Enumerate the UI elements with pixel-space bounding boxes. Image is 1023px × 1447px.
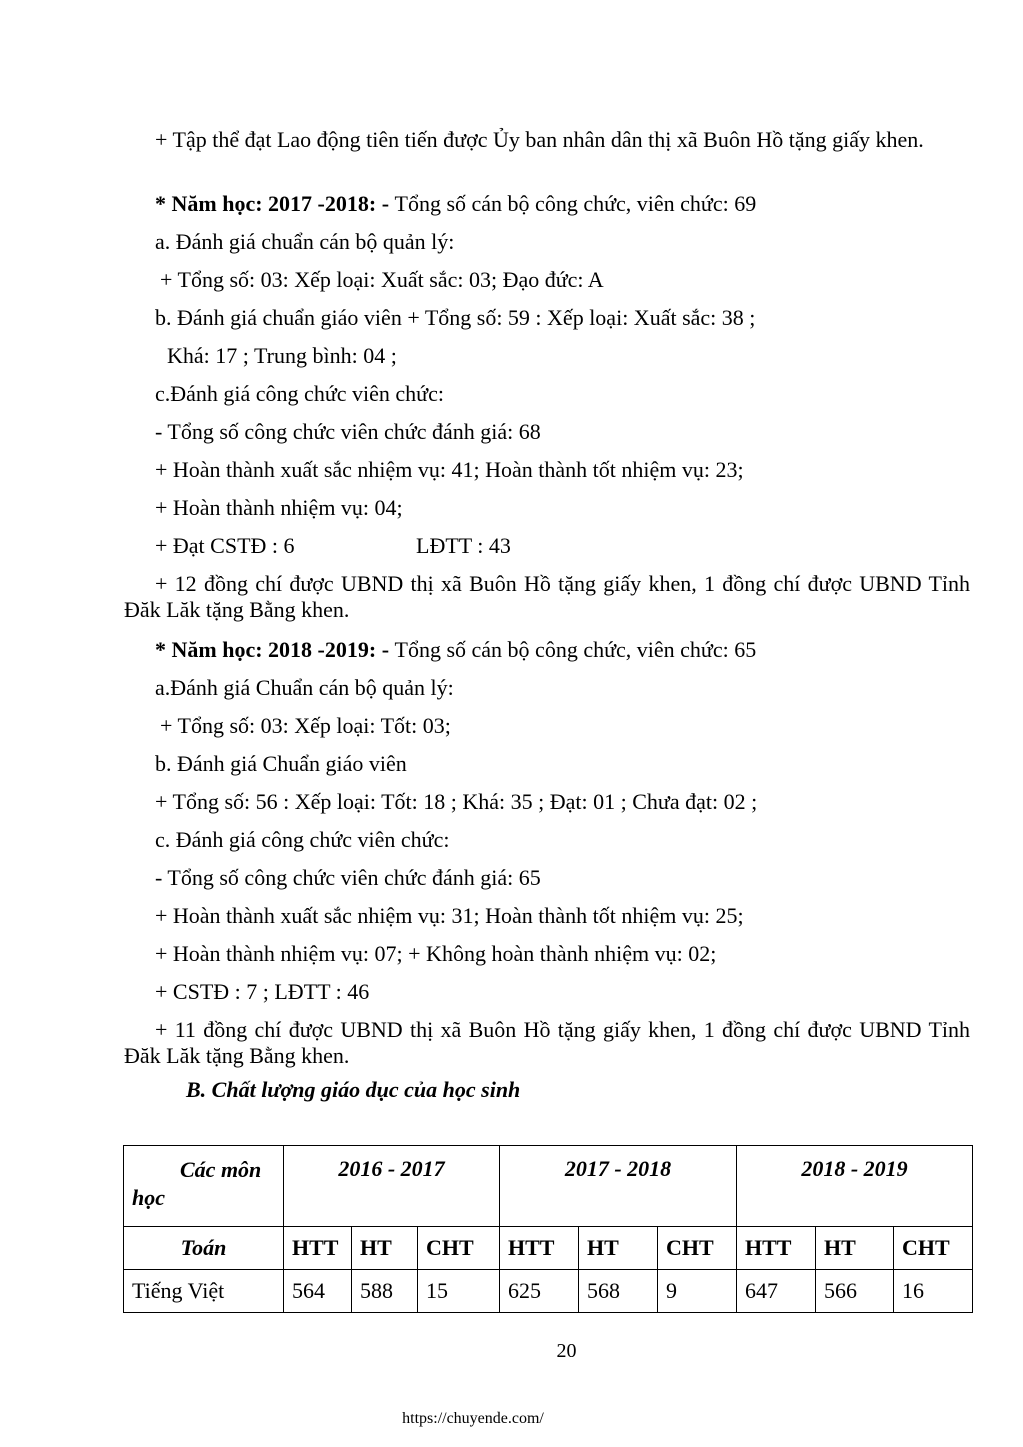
table-cell: 588 (352, 1270, 418, 1313)
table-cell: 568 (579, 1270, 658, 1313)
line-excellent: + Hoàn thành xuất sắc nhiệm vụ: 41; Hoàn thành tốt nhiệm vụ: 23; (155, 457, 744, 482)
line-civil-total: - Tổng số công chức viên chức đánh giá: 65 (155, 865, 541, 890)
line-manager-total: + Tổng số: 03: Xếp loại: Tốt: 03; (160, 713, 451, 738)
year-label: * Năm học: 2017 -2018: - (155, 191, 395, 216)
line-excellent: + Hoàn thành xuất sắc nhiệm vụ: 31; Hoàn thành tốt nhiệm vụ: 25; (155, 903, 744, 928)
table-cell: HTT (737, 1227, 816, 1270)
year-header: 2018 - 2019 (737, 1146, 973, 1227)
student-quality-table (123, 1145, 973, 1313)
line-manager-eval: a.Đánh giá Chuẩn cán bộ quản lý: (155, 675, 454, 700)
table-row (124, 1270, 973, 1313)
ldtt-value: LĐTT : 43 (416, 533, 511, 558)
table-row (124, 1227, 973, 1270)
table-cell: HT (352, 1227, 418, 1270)
table-cell: 647 (737, 1270, 816, 1313)
table-cell: 564 (284, 1270, 352, 1313)
year-label: * Năm học: 2018 -2019: - (155, 637, 395, 662)
line-completed: + Hoàn thành nhiệm vụ: 04; (155, 495, 403, 520)
table-cell: CHT (658, 1227, 737, 1270)
line-civil-total: - Tổng số công chức viên chức đánh giá: 68 (155, 419, 541, 444)
table-header-row (124, 1146, 973, 1227)
table-cell: CHT (894, 1227, 973, 1270)
paragraph-awards-2018: + 12 đồng chí được UBND thị xã Buôn Hồ tặng giấy khen, 1 đồng chí được UBND Tỉnh Đăk Lăk tặng Bằng khen. (124, 571, 970, 622)
table-cell: 15 (418, 1270, 500, 1313)
line-manager-eval: a. Đánh giá chuẩn cán bộ quản lý: (155, 229, 455, 254)
cstd-value: + Đạt CSTĐ : 6 (155, 533, 295, 558)
table-cell: HTT (284, 1227, 352, 1270)
paragraph-collective-award: + Tập thể đạt Lao động tiên tiến được Ủy ban nhân dân thị xã Buôn Hồ tặng giấy khen. (155, 127, 924, 152)
line-teacher-eval: b. Đánh giá Chuẩn giáo viên (155, 751, 407, 776)
line-manager-total: + Tổng số: 03: Xếp loại: Xuất sắc: 03; Đạo đức: A (160, 267, 604, 292)
table-cell: 566 (816, 1270, 894, 1313)
line-civil-eval: c. Đánh giá công chức viên chức: (155, 827, 450, 852)
year-2018-2019-heading (155, 637, 756, 663)
footer-url[interactable]: https://chuyende.com/ (402, 1410, 544, 1427)
year-staff-total: Tổng số cán bộ công chức, viên chức: 65 (394, 637, 757, 662)
subject-header: Các môn học (124, 1146, 284, 1227)
section-b-heading: B. Chất lượng giáo dục của học sinh (186, 1077, 521, 1102)
table-cell: HTT (500, 1227, 579, 1270)
page-number: 20 (556, 1340, 577, 1362)
year-2017-2018-heading (155, 191, 756, 217)
line-civil-eval: c.Đánh giá công chức viên chức: (155, 381, 444, 406)
line-cstd (155, 533, 511, 559)
line-teacher-fair: Khá: 17 ; Trung bình: 04 ; (167, 343, 397, 368)
line-teacher-eval: b. Đánh giá chuẩn giáo viên + Tổng số: 59 : Xếp loại: Xuất sắc: 38 ; (155, 305, 756, 330)
year-staff-total: Tổng số cán bộ công chức, viên chức: 69 (394, 191, 757, 216)
table-cell: HT (579, 1227, 658, 1270)
table-cell: 625 (500, 1270, 579, 1313)
row-label: Toán (124, 1227, 284, 1270)
year-header: 2017 - 2018 (500, 1146, 737, 1227)
line-cstd: + CSTĐ : 7 ; LĐTT : 46 (155, 979, 370, 1004)
table-cell: HT (816, 1227, 894, 1270)
paragraph-awards-2019: + 11 đồng chí được UBND thị xã Buôn Hồ tặng giấy khen, 1 đồng chí được UBND Tỉnh Đăk Lăk tặng Bằng khen. (124, 1017, 970, 1068)
table-cell: CHT (418, 1227, 500, 1270)
line-completed: + Hoàn thành nhiệm vụ: 07; + Không hoàn thành nhiệm vụ: 02; (155, 941, 717, 966)
year-header: 2016 - 2017 (284, 1146, 500, 1227)
table-cell: 9 (658, 1270, 737, 1313)
row-label: Tiếng Việt (124, 1270, 284, 1313)
table-cell: 16 (894, 1270, 973, 1313)
line-teacher-total: + Tổng số: 56 : Xếp loại: Tốt: 18 ; Khá: 35 ; Đạt: 01 ; Chưa đạt: 02 ; (155, 789, 758, 814)
